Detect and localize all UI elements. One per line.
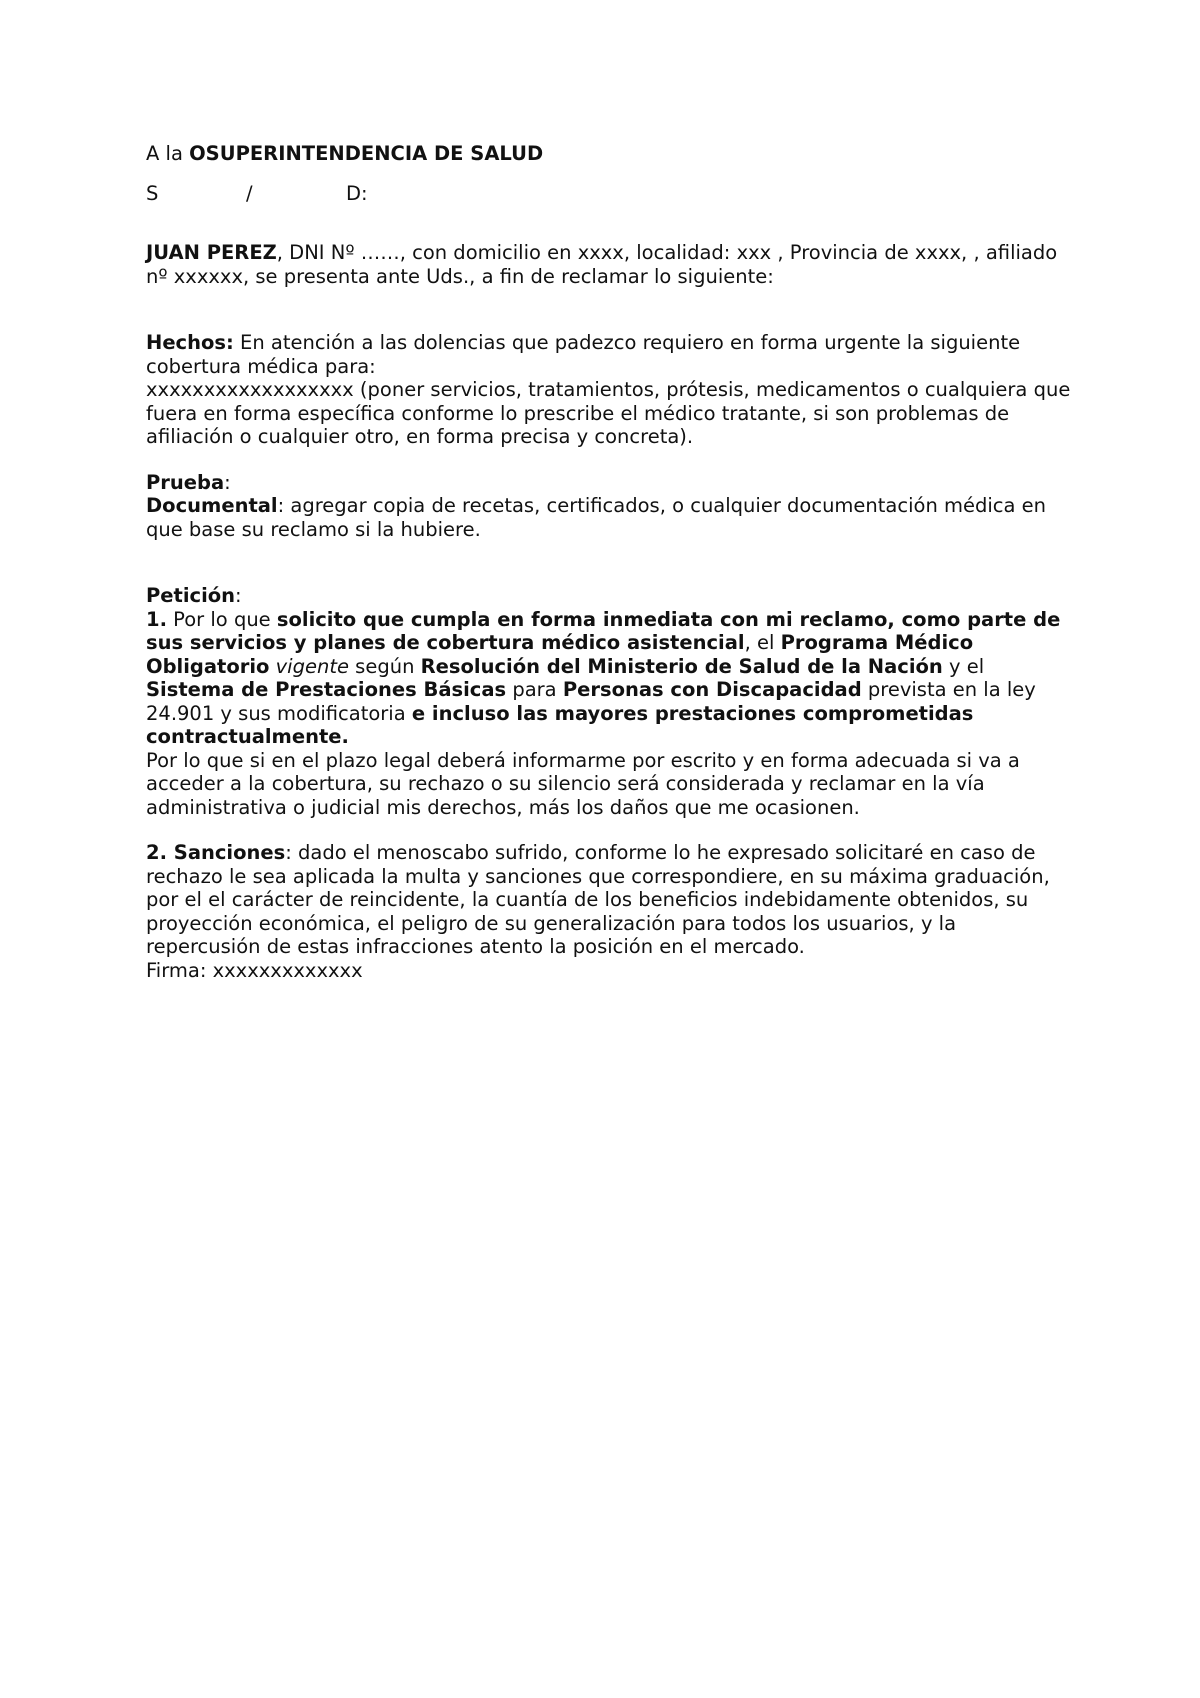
bold-run: Personas con Discapacidad <box>562 678 862 701</box>
peticion-heading <box>146 584 1076 608</box>
text-run: según <box>348 654 421 678</box>
sanciones-text: : dado el menoscabo sufrido, conforme lo he expresado solicitaré en caso de rechazo le sea aplicada la multa y sanciones que correspondiere, en su máxima graduación, por el el carácter de reincidente, la cuantía de los beneficios indebidamente obtenidos, su proyección económica, el peligro de su generalización para todos los usuarios, y la repercusión de estas infracciones atento la posición en el mercado. <box>146 841 1050 958</box>
peticion-follow-paragraph: Por lo que si en el plazo legal deberá informarme por escrito y en forma adecuada si va a acceder a la cobertura, su rechazo o su silencio será considerada y reclamar en la vía administrativa o judicial mis derechos, más los daños que me ocasionen. <box>146 748 1020 819</box>
sd-d: D <box>346 181 362 205</box>
documental-label: Documental <box>146 494 278 517</box>
prueba-colon: : <box>224 470 231 494</box>
hechos-paragraph <box>146 331 1076 378</box>
peticion-colon: : <box>235 584 242 607</box>
italic-run: vigente <box>275 654 349 678</box>
bold-run: Resolución del Ministerio de Salud de la Nación <box>420 654 943 678</box>
recipient-line <box>146 142 1076 166</box>
item-number: 2. <box>146 841 167 864</box>
hechos-detail: xxxxxxxxxxxxxxxxxx (poner servicios, tratamientos, prótesis, medicamentos o cualquiera que fuera en forma específica conforme lo prescribe el médico tratante, si son problemas de afiliación o cualquier otro, en forma precisa y concreta). <box>146 378 1071 448</box>
documental-paragraph <box>146 494 1076 541</box>
prueba-label: Prueba <box>146 470 225 494</box>
text-run: y el <box>942 654 985 678</box>
text-run: prevista en la ley 24.901 y sus modificatoria <box>146 678 1036 725</box>
bold-run: solicito que cumpla en forma inmediata con mi reclamo, como parte de sus servicios y planes de cobertura médico asistencial <box>146 607 1061 654</box>
prueba-section <box>146 471 1076 542</box>
signature-line: Firma: xxxxxxxxxxxxx <box>146 958 363 982</box>
text-run: , el <box>744 631 781 654</box>
claimant-name: JUAN PEREZ <box>146 241 277 264</box>
sd-slash: / <box>246 181 253 205</box>
text-run: para <box>506 678 563 701</box>
salutation-prefix: A la <box>146 142 190 165</box>
sd-colon: : <box>361 181 368 205</box>
bold-run: e incluso las mayores prestaciones comprometidas contractualmente. <box>146 701 974 748</box>
documental-text: : agregar copia de recetas, certificados, o cualquier documentación médica en que base su reclamo si la hubiere. <box>146 494 1047 541</box>
bold-run: Programa Médico Obligatorio <box>146 631 974 678</box>
intro-text: , DNI Nº ……, con domicilio en xxxx, localidad: xxx , Provincia de xxxx, , afiliado nº xxxxxx, se presenta ante Uds., a fin de reclamar lo siguiente: <box>146 241 1058 288</box>
sanciones-label: Sanciones <box>166 841 286 864</box>
sd-s: S <box>146 181 159 205</box>
text-run: Por lo que <box>166 607 277 631</box>
bold-run: Sistema de Prestaciones Básicas <box>146 678 507 701</box>
sd-line <box>146 182 1076 206</box>
intro-paragraph <box>146 241 1076 288</box>
hechos-section <box>146 331 1076 449</box>
hechos-text: En atención a las dolencias que padezco requiero en forma urgente la siguiente cobertura médica para: <box>146 331 1021 378</box>
peticion-item-1 <box>146 608 1076 749</box>
item-number: 1. <box>146 607 167 631</box>
sanciones-section <box>146 841 1076 982</box>
peticion-label: Petición <box>146 584 236 607</box>
prueba-heading <box>146 471 1076 495</box>
peticion-item-2 <box>146 841 1076 959</box>
letter-body <box>146 142 1076 982</box>
hechos-label: Hechos: <box>146 331 234 354</box>
peticion-section <box>146 584 1076 819</box>
recipient-name: OSUPERINTENDENCIA DE SALUD <box>189 142 544 165</box>
